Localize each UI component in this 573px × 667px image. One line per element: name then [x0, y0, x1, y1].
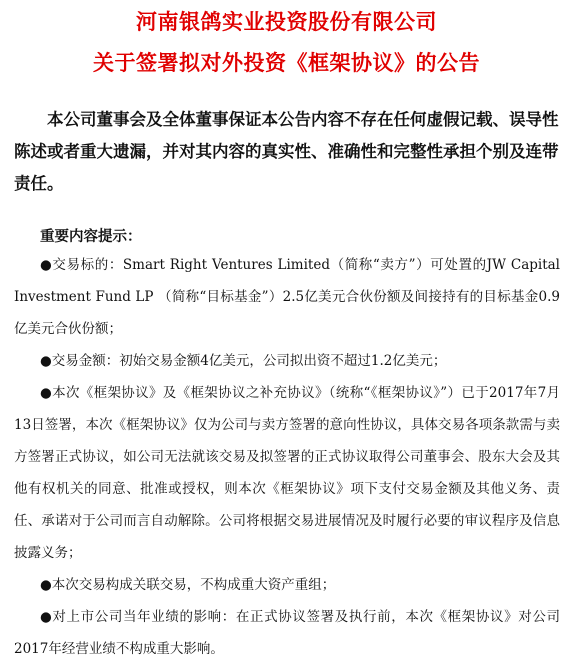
announcement-title: 关于签署拟对外投资《框架协议》的公告	[93, 51, 480, 75]
key-point-related-transaction: ●本次交易构成关联交易，不构成重大资产重组；	[40, 577, 336, 593]
board-statement: 本公司董事会及全体董事保证本公告内容不存在任何虚假记载、误导性陈述或者重大遗漏，并对其内容的真实性、准确性和完整性承担个别及连带责任。	[14, 110, 559, 193]
key-points-heading: 重要内容提示：	[40, 229, 142, 245]
company-title: 河南银鸽实业投资股份有限公司	[136, 10, 437, 34]
key-point-performance-impact: ●对上市公司当年业绩的影响：在正式协议签署及执行前，本次《框架协议》对公司2017年经营业绩不构成重大影响。	[14, 609, 560, 657]
key-point-transaction-target: ●交易标的：Smart Right Ventures Limited（简称“卖方”）可处置的JW Capital Investment Fund LP （简称“目标基金”）2.5亿美元合伙份额及间接持有的目标基金0.9亿美元合伙份额；	[14, 257, 560, 337]
key-point-transaction-amount: ●交易金额：初始交易金额4亿美元，公司拟出资不超过1.2亿美元；	[40, 353, 447, 369]
key-point-framework-agreement: ●本次《框架协议》及《框架协议之补充协议》（统称“《框架协议》”）已于2017年7月13日签署，本次《框架协议》仅为公司与卖方签署的意向性协议，具体交易各项条款需与卖方签署正式协议，如公司无法就该交易及拟签署的正式协议取得公司董事会、股东大会及其他有权机关的同意、批准或授权，则本次《框架协议》项下支付交易金额及其他义务、责任、承诺对于公司而言自动解除。公司将根据交易进展情况及时履行必要的审议程序及信息披露义务；	[14, 385, 560, 561]
